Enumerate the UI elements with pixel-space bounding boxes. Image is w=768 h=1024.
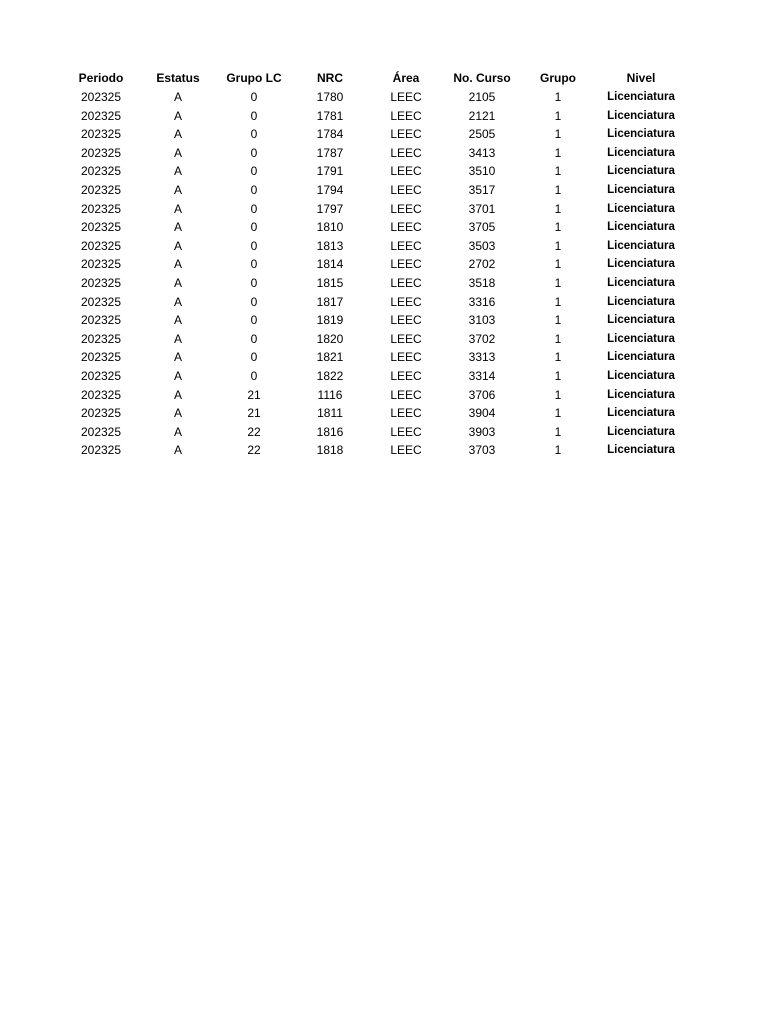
cell-area: LEEC: [390, 164, 422, 179]
cell-estatus: A: [173, 238, 182, 253]
cell-grupo-lc: 0: [250, 220, 258, 235]
table-row: [62, 125, 686, 144]
cell-periodo: 202325: [80, 443, 122, 458]
cell-periodo: 202325: [80, 257, 122, 272]
cell-no-curso: 3518: [468, 275, 496, 290]
cell-periodo: 202325: [80, 127, 122, 142]
table-row: [62, 274, 686, 293]
cell-grupo-lc: 0: [250, 257, 258, 272]
table-row: [62, 386, 686, 405]
cell-periodo: 202325: [80, 182, 122, 197]
cell-grupo: 1: [554, 424, 562, 439]
cell-estatus: A: [173, 387, 182, 402]
cell-area: LEEC: [390, 257, 422, 272]
cell-estatus: A: [173, 90, 182, 104]
cell-grupo-lc: 0: [250, 294, 258, 309]
table-row: [62, 330, 686, 349]
cell-grupo-lc: 0: [250, 182, 258, 197]
cell-area: LEEC: [390, 313, 422, 328]
header-periodo: Periodo: [78, 71, 124, 85]
cell-nivel: Licenciatura: [607, 276, 675, 289]
table-row: [62, 255, 686, 274]
cell-no-curso: 2505: [468, 127, 496, 142]
cell-nrc: 1820: [316, 331, 344, 346]
cell-nivel: Licenciatura: [607, 295, 675, 308]
cell-periodo: 202325: [80, 424, 122, 439]
cell-grupo: 1: [554, 406, 562, 421]
cell-nivel: Licenciatura: [607, 258, 675, 271]
cell-grupo-lc: 0: [250, 90, 258, 104]
cell-no-curso: 3510: [468, 164, 496, 179]
cell-nivel: Licenciatura: [607, 91, 675, 103]
cell-nrc: 1811: [317, 406, 343, 421]
cell-no-curso: 3903: [468, 424, 496, 439]
cell-no-curso: 3316: [468, 294, 496, 309]
cell-no-curso: 2702: [468, 257, 496, 272]
cell-no-curso: 3413: [468, 145, 496, 160]
cell-grupo: 1: [554, 108, 562, 123]
cell-area: LEEC: [390, 238, 422, 253]
cell-no-curso: 3313: [468, 350, 496, 365]
table-row: [62, 200, 686, 219]
cell-estatus: A: [173, 294, 182, 309]
cell-nivel: Licenciatura: [607, 239, 675, 252]
cell-nivel: Licenciatura: [607, 388, 675, 401]
cell-area: LEEC: [390, 182, 422, 197]
cell-grupo-lc: 0: [250, 350, 258, 365]
cell-area: LEEC: [390, 127, 422, 142]
cell-area: LEEC: [390, 387, 422, 402]
cell-area: LEEC: [390, 220, 422, 235]
cell-grupo-lc: 0: [250, 368, 258, 383]
cell-estatus: A: [173, 164, 182, 179]
cell-estatus: A: [173, 424, 182, 439]
cell-periodo: 202325: [80, 238, 122, 253]
cell-nrc: 1814: [316, 257, 344, 272]
cell-nrc: 1781: [316, 108, 344, 123]
cell-nivel: Licenciatura: [607, 165, 675, 178]
cell-grupo: 1: [554, 294, 562, 309]
cell-grupo: 1: [554, 127, 562, 142]
cell-estatus: A: [173, 127, 182, 142]
cell-grupo: 1: [554, 313, 562, 328]
header-nrc: NRC: [317, 71, 343, 85]
cell-nrc: 1797: [316, 201, 344, 216]
cell-no-curso: 3706: [468, 387, 496, 402]
cell-grupo: 1: [554, 368, 562, 383]
cell-nivel: Licenciatura: [607, 146, 675, 159]
cell-grupo-lc: 0: [250, 331, 258, 346]
cell-nrc: 1791: [316, 164, 344, 179]
cell-grupo: 1: [554, 275, 562, 290]
cell-grupo-lc: 0: [250, 145, 258, 160]
cell-grupo-lc: 0: [250, 164, 258, 179]
cell-nrc: 1784: [316, 127, 344, 142]
cell-nivel: Licenciatura: [607, 351, 675, 364]
cell-estatus: A: [173, 350, 182, 365]
cell-grupo: 1: [554, 145, 562, 160]
cell-periodo: 202325: [80, 387, 122, 402]
cell-nrc: 1819: [316, 313, 344, 328]
cell-periodo: 202325: [80, 368, 122, 383]
header-grupo-lc: Grupo LC: [226, 71, 282, 85]
cell-periodo: 202325: [80, 294, 122, 309]
cell-nrc: 1810: [316, 220, 344, 235]
table-row: [62, 293, 686, 312]
cell-grupo: 1: [554, 350, 562, 365]
cell-nrc: 1780: [316, 90, 344, 104]
cell-nrc: 1813: [316, 238, 344, 253]
cell-no-curso: 3705: [468, 220, 496, 235]
cell-periodo: 202325: [80, 331, 122, 346]
header-no-curso: No. Curso: [453, 71, 511, 85]
cell-nrc: 1822: [316, 368, 344, 383]
cell-estatus: A: [173, 275, 182, 290]
cell-no-curso: 2121: [468, 108, 496, 123]
cell-nrc: 1116: [317, 387, 343, 402]
cell-nivel: Licenciatura: [607, 407, 675, 420]
cell-estatus: A: [173, 257, 182, 272]
table-row: [62, 144, 686, 163]
cell-nrc: 1794: [316, 182, 344, 197]
cell-area: LEEC: [390, 108, 422, 123]
cell-area: LEEC: [390, 424, 422, 439]
header-estatus: Estatus: [156, 71, 200, 85]
cell-estatus: A: [173, 331, 182, 346]
table-row: [62, 423, 686, 442]
cell-estatus: A: [173, 406, 182, 421]
cell-no-curso: 3314: [468, 368, 496, 383]
cell-no-curso: 3702: [468, 331, 496, 346]
cell-nivel: Licenciatura: [607, 314, 675, 327]
table-row: [62, 348, 686, 367]
cell-grupo-lc: 21: [247, 406, 261, 421]
cell-grupo: 1: [554, 443, 562, 458]
cell-nivel: Licenciatura: [607, 221, 675, 234]
cell-area: LEEC: [390, 90, 422, 104]
cell-no-curso: 3701: [468, 201, 496, 216]
cell-grupo: 1: [554, 238, 562, 253]
cell-nivel: Licenciatura: [607, 202, 675, 215]
table-row: [62, 218, 686, 237]
header-area: Área: [392, 71, 420, 85]
cell-nrc: 1821: [316, 350, 344, 365]
course-table: [62, 68, 686, 460]
cell-no-curso: 3103: [468, 313, 496, 328]
table-row: [62, 162, 686, 181]
table-row: [62, 181, 686, 200]
cell-estatus: A: [173, 313, 182, 328]
cell-periodo: 202325: [80, 201, 122, 216]
cell-nrc: 1818: [316, 443, 344, 458]
cell-grupo: 1: [554, 331, 562, 346]
cell-area: LEEC: [390, 275, 422, 290]
cell-estatus: A: [173, 201, 182, 216]
cell-nrc: 1817: [316, 294, 344, 309]
cell-nivel: Licenciatura: [607, 425, 675, 438]
cell-estatus: A: [173, 108, 182, 123]
cell-no-curso: 3904: [468, 406, 496, 421]
cell-periodo: 202325: [80, 145, 122, 160]
cell-area: LEEC: [390, 406, 422, 421]
cell-area: LEEC: [390, 368, 422, 383]
cell-grupo: 1: [554, 164, 562, 179]
cell-estatus: A: [173, 220, 182, 235]
cell-periodo: 202325: [80, 406, 122, 421]
cell-grupo: 1: [554, 90, 562, 104]
cell-area: LEEC: [390, 350, 422, 365]
cell-nivel: Licenciatura: [607, 444, 675, 457]
header-row: [62, 68, 686, 88]
cell-grupo-lc: 0: [250, 238, 258, 253]
table-row: [62, 237, 686, 256]
cell-grupo: 1: [554, 220, 562, 235]
cell-nivel: Licenciatura: [607, 128, 675, 141]
cell-grupo: 1: [554, 257, 562, 272]
cell-periodo: 202325: [80, 275, 122, 290]
cell-grupo: 1: [554, 201, 562, 216]
cell-nrc: 1787: [316, 145, 344, 160]
cell-periodo: 202325: [80, 108, 122, 123]
header-grupo: Grupo: [540, 71, 576, 85]
cell-no-curso: 2105: [468, 90, 496, 104]
cell-no-curso: 3503: [468, 238, 496, 253]
cell-periodo: 202325: [80, 220, 122, 235]
header-nivel: Nivel: [626, 71, 656, 85]
course-sheet: [62, 68, 686, 460]
cell-estatus: A: [173, 182, 182, 197]
table-row: [62, 88, 686, 107]
cell-nivel: Licenciatura: [607, 183, 675, 196]
cell-grupo-lc: 0: [250, 275, 258, 290]
cell-periodo: 202325: [80, 164, 122, 179]
cell-nivel: Licenciatura: [607, 109, 675, 122]
cell-grupo-lc: 21: [247, 387, 261, 402]
cell-area: LEEC: [390, 294, 422, 309]
cell-estatus: A: [173, 368, 182, 383]
cell-no-curso: 3703: [468, 443, 496, 458]
cell-area: LEEC: [390, 443, 422, 458]
cell-estatus: A: [173, 443, 182, 458]
table-row: [62, 404, 686, 423]
cell-periodo: 202325: [80, 350, 122, 365]
cell-area: LEEC: [390, 201, 422, 216]
cell-periodo: 202325: [80, 313, 122, 328]
cell-area: LEEC: [390, 331, 422, 346]
table-row: [62, 107, 686, 126]
cell-area: LEEC: [390, 145, 422, 160]
cell-nivel: Licenciatura: [607, 332, 675, 345]
table-header: [62, 68, 686, 88]
cell-nrc: 1816: [316, 424, 344, 439]
table-row: [62, 441, 686, 460]
cell-grupo: 1: [554, 387, 562, 402]
table-body: [62, 88, 686, 460]
cell-no-curso: 3517: [468, 182, 496, 197]
cell-grupo-lc: 0: [250, 201, 258, 216]
cell-nivel: Licenciatura: [607, 369, 675, 382]
cell-grupo-lc: 22: [247, 443, 261, 458]
table-row: [62, 311, 686, 330]
cell-periodo: 202325: [80, 90, 122, 104]
cell-grupo-lc: 0: [250, 313, 258, 328]
cell-grupo-lc: 22: [247, 424, 261, 439]
table-row: [62, 367, 686, 386]
cell-grupo-lc: 0: [250, 127, 258, 142]
cell-nrc: 1815: [316, 275, 344, 290]
cell-estatus: A: [173, 145, 182, 160]
cell-grupo-lc: 0: [250, 108, 258, 123]
cell-grupo: 1: [554, 182, 562, 197]
